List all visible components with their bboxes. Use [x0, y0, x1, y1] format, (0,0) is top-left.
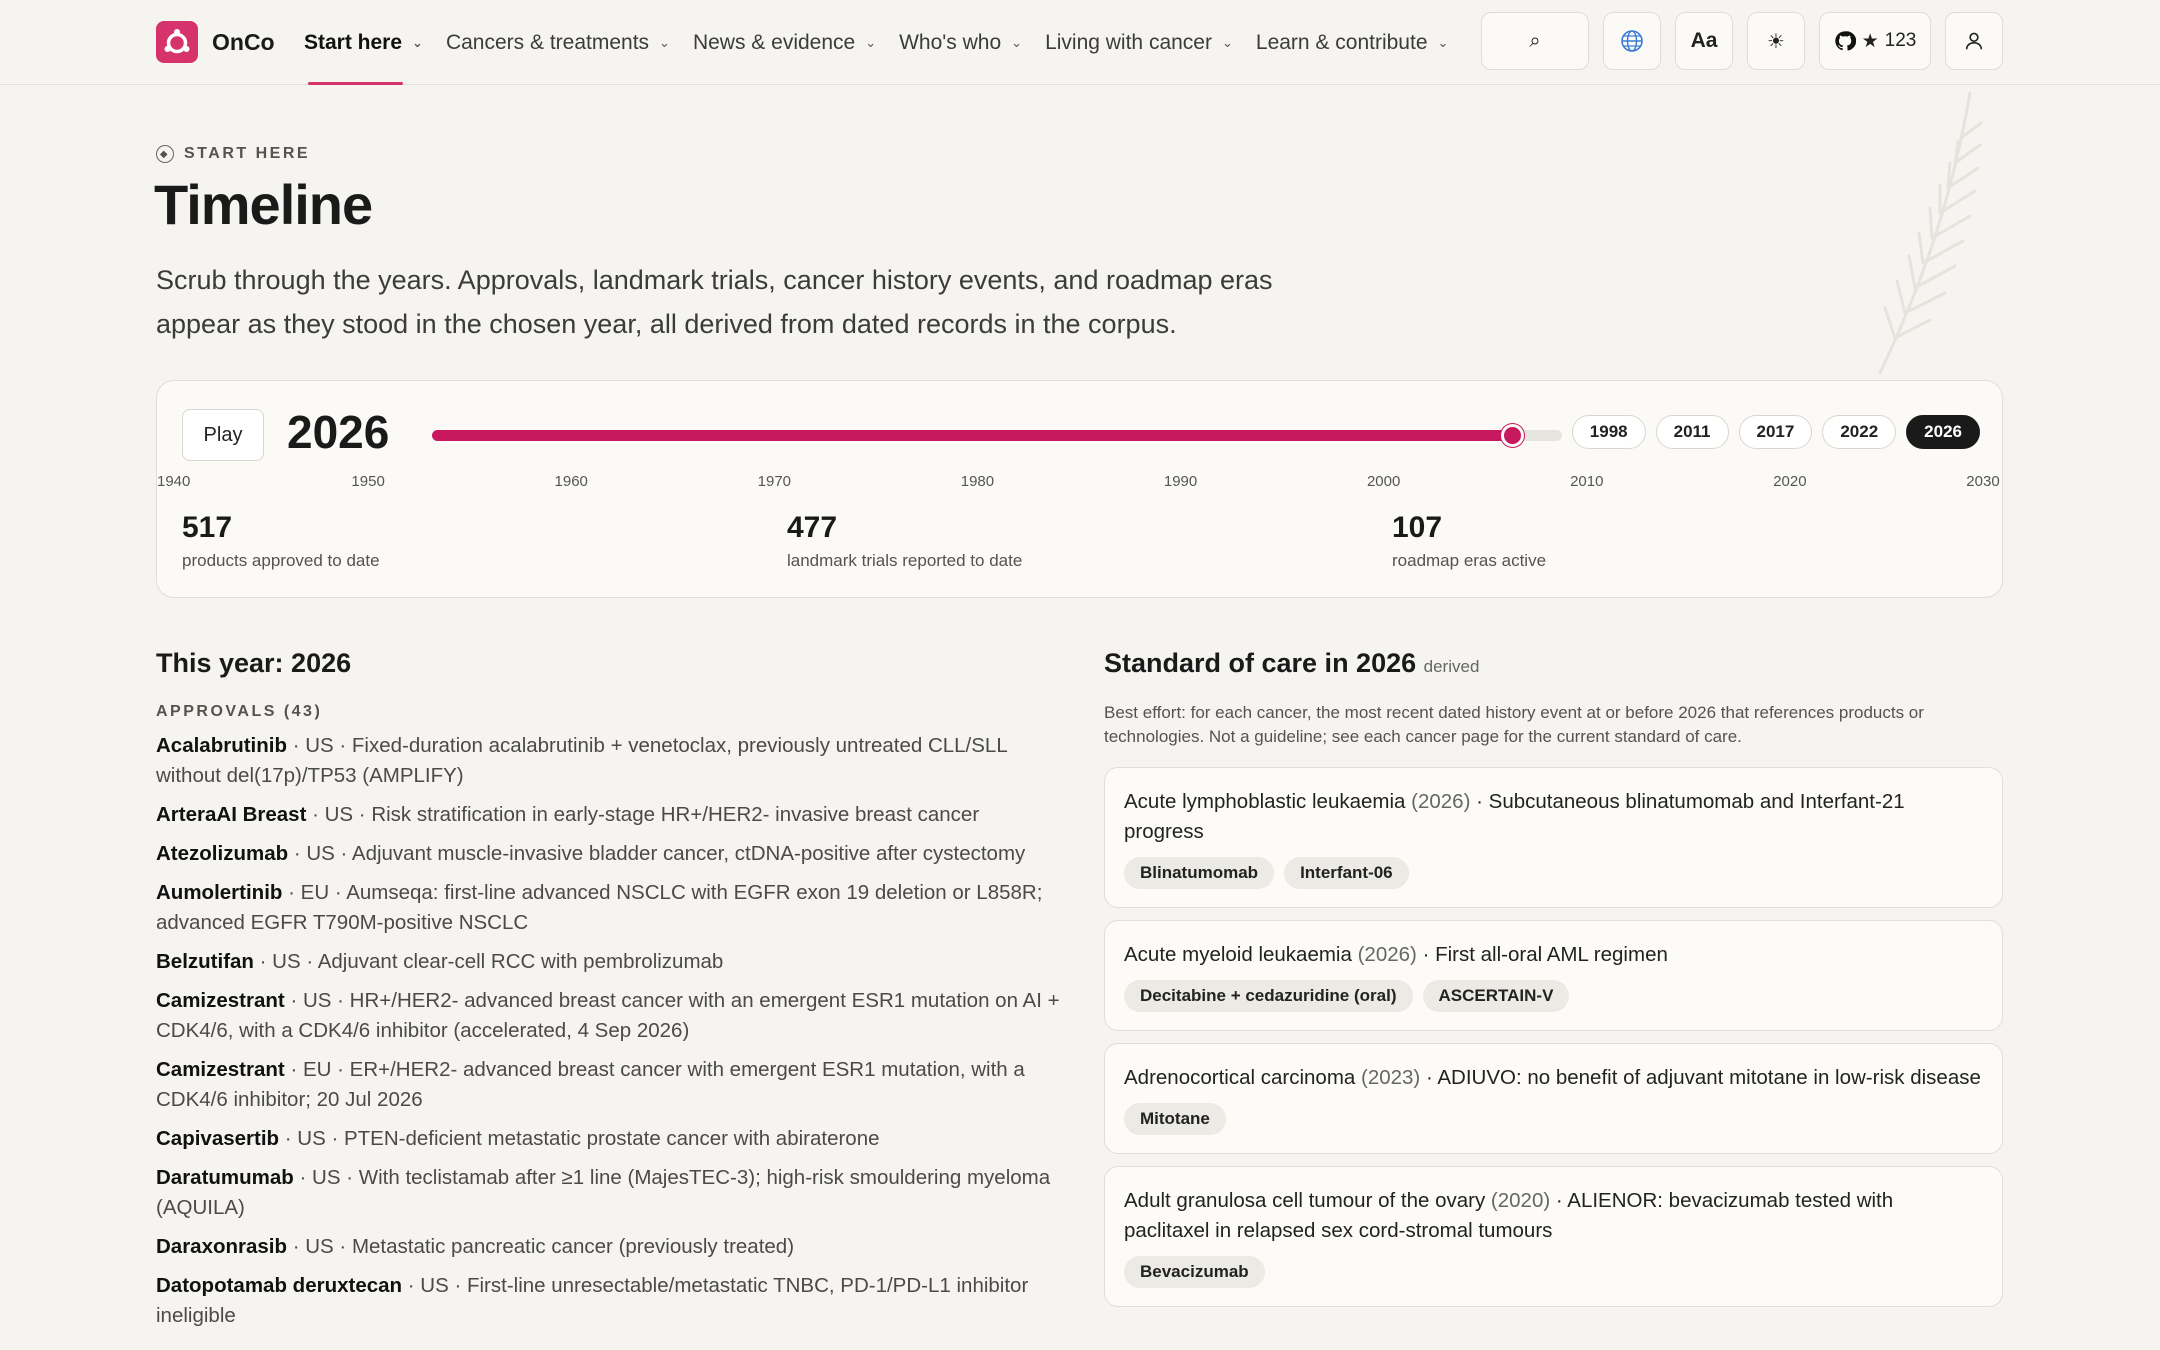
nav-item-label: Learn & contribute [1255, 30, 1428, 54]
stat-2 [1392, 511, 1546, 571]
approval-detail: · EU · Aumseqa: first-line advanced NSCLC with EGFR exon 19 deletion or L858R; advanced EGFR T790M-positive NSCLC [156, 881, 1043, 934]
year-tick: 2010 [1570, 473, 1604, 490]
soc-heading-tag: derived [1423, 657, 1480, 676]
product-tag[interactable]: Bevacizumab [1124, 1256, 1265, 1288]
approvals-heading: APPROVALS (43) [156, 703, 323, 720]
brand-name: OnCo [212, 28, 275, 55]
soc-cancer: Adult granulosa cell tumour of the ovary [1124, 1189, 1486, 1212]
approvals-list [156, 731, 1061, 1331]
font-size-button[interactable] [1675, 12, 1733, 70]
year-shortcuts [1572, 415, 1980, 449]
current-year: 2026 [287, 406, 390, 458]
chevron-down-icon: ⌄ [659, 34, 670, 50]
language-button[interactable] [1603, 12, 1661, 70]
soc-tags [1124, 857, 1983, 889]
account-button[interactable] [1945, 12, 2003, 70]
soc-note: Best effort: for each cancer, the most recent dated history event at or before 2026 that references products or technologies. Not a guideline; see each cancer page for the current standard of care. [1104, 703, 1924, 746]
year-chip-2017[interactable]: 2017 [1739, 415, 1813, 449]
approval-item[interactable] [156, 878, 1061, 938]
theme-toggle[interactable] [1747, 12, 1805, 70]
soc-event: · First all-oral AML regimen [1416, 943, 1668, 966]
soc-year: (2020) [1485, 1189, 1551, 1212]
year-tick: 1970 [757, 473, 792, 490]
nav-item-label: Who's who [899, 30, 1002, 54]
timeline-scrubber [156, 380, 2003, 598]
chevron-down-icon: ⌄ [1221, 34, 1233, 50]
soc-cancer: Acute lymphoblastic leukaemia [1124, 790, 1406, 813]
page-title: Timeline [154, 173, 373, 236]
github-button[interactable] [1819, 12, 1931, 70]
stat-0 [182, 511, 380, 571]
approval-product: Camizestrant [156, 1058, 285, 1081]
year-slider[interactable] [432, 430, 1562, 441]
soc-summary [1124, 940, 1983, 970]
github-stars: 123 [1884, 30, 1917, 51]
approval-item[interactable] [156, 800, 1061, 830]
soc-tags [1124, 980, 1983, 1012]
globe-icon [1620, 29, 1644, 53]
approval-product: Acalabrutinib [156, 734, 287, 757]
year-tick: 2020 [1773, 473, 1807, 490]
year-chip-2011[interactable]: 2011 [1656, 415, 1729, 449]
chevron-down-icon: ⌄ [1011, 34, 1023, 50]
soc-cancer: Acute myeloid leukaemia [1124, 943, 1352, 966]
nav-item-5[interactable] [1256, 0, 1449, 85]
approval-detail: · US · HR+/HER2- advanced breast cancer with an emergent ESR1 mutation on AI + CDK4/6, with a CDK4/6 inhibitor (accelerated, 4 Sep 2026) [156, 989, 1060, 1042]
soc-list [1104, 767, 2003, 1307]
soc-summary [1124, 1186, 1983, 1246]
search-icon: ⌕ [1529, 29, 1541, 52]
approval-item[interactable] [156, 1055, 1061, 1115]
eyebrow-label: START HERE [184, 145, 311, 162]
year-tick: 1990 [1163, 473, 1198, 490]
chevron-down-icon: ⌄ [412, 34, 423, 50]
year-tick: 1980 [960, 473, 995, 490]
soc-year: (2023) [1355, 1066, 1421, 1089]
year-chip-2022[interactable]: 2022 [1822, 415, 1896, 449]
approval-detail: · US · First-line unresectable/metastatic TNBC, PD-1/PD-L1 inhibitor ineligible [156, 1274, 1029, 1327]
nav-item-label: Cancers & treatments [445, 30, 650, 54]
year-axis [157, 473, 2000, 493]
this-year-panel [156, 648, 1061, 1340]
soc-heading [1104, 648, 2003, 679]
stat-number: 477 [787, 511, 838, 544]
stat-label: products approved to date [182, 551, 380, 570]
approval-item[interactable] [156, 731, 1061, 791]
soc-summary [1124, 787, 1983, 847]
sun-icon: ☀ [1767, 30, 1785, 53]
nav-item-label: Start here [304, 30, 403, 54]
this-year-heading: This year: 2026 [156, 648, 352, 678]
approval-item[interactable] [156, 1124, 1061, 1154]
product-tag[interactable]: Blinatumomab [1124, 857, 1274, 889]
product-tag[interactable]: Interfant-06 [1284, 857, 1409, 889]
slider-fill [432, 430, 1512, 441]
soc-summary [1124, 1063, 1983, 1093]
soc-card[interactable] [1104, 920, 2003, 1031]
product-tag[interactable]: Mitotane [1124, 1103, 1226, 1135]
soc-year: (2026) [1351, 943, 1417, 966]
approval-product: Aumolertinib [156, 881, 283, 904]
stat-label: landmark trials reported to date [787, 551, 1023, 570]
stat-1 [787, 511, 1022, 571]
year-chip-1998[interactable]: 1998 [1572, 415, 1646, 449]
nav-item-1[interactable] [446, 0, 670, 85]
soc-event: · Subcutaneous blinatumomab and Interfant-21 progress [1124, 790, 1905, 843]
page-lede: Scrub through the years. Approvals, landmark trials, cancer history events, and roadmap eras appear as they stood in the chosen year, all derived from dated records in the corpus. [156, 265, 1273, 339]
soc-event: · ADIUVO: no benefit of adjuvant mitotane in low-risk disease [1420, 1066, 1981, 1089]
play-button[interactable]: Play [182, 409, 264, 461]
year-tick: 1950 [351, 473, 385, 490]
soc-card[interactable] [1104, 1166, 2003, 1307]
approval-product: Daratumumab [156, 1166, 294, 1189]
page-eyebrow [156, 145, 310, 163]
approval-item[interactable] [156, 1163, 1061, 1223]
star-icon: ★ [1861, 30, 1879, 52]
approval-item[interactable] [156, 839, 1061, 869]
approval-detail: · US · PTEN-deficient metastatic prostate cancer with abiraterone [279, 1127, 880, 1150]
product-tag[interactable]: Decitabine + cedazuridine (oral) [1124, 980, 1413, 1012]
approval-item[interactable] [156, 1271, 1061, 1331]
approval-product: Daraxonrasib [156, 1235, 288, 1258]
approval-detail: · EU · ER+/HER2- advanced breast cancer with emergent ESR1 mutation, with a CDK4/6 inhibitor; 20 Jul 2026 [156, 1058, 1025, 1111]
stat-number: 517 [182, 511, 233, 544]
slider-thumb[interactable] [1501, 424, 1524, 447]
approval-product: Capivasertib [156, 1127, 280, 1150]
approval-product: Camizestrant [156, 989, 285, 1012]
product-tag[interactable]: ASCERTAIN-V [1423, 980, 1570, 1012]
approval-detail: · US · Adjuvant muscle-invasive bladder cancer, ctDNA-positive after cystectomy [288, 842, 1026, 865]
year-tick: 1960 [554, 473, 588, 490]
soc-event: · ALIENOR: bevacizumab tested with paclitaxel in relapsed sex cord-stromal tumours [1124, 1189, 1894, 1242]
nav-item-0[interactable] [304, 0, 423, 85]
stat-label: roadmap eras active [1392, 551, 1547, 570]
soc-year: (2026) [1405, 790, 1471, 813]
compass-icon: ◆ [156, 145, 174, 163]
soc-cancer: Adrenocortical carcinoma [1124, 1066, 1356, 1089]
top-nav [0, 0, 2160, 85]
approval-product: Belzutifan [156, 950, 254, 973]
nav-item-4[interactable] [1045, 0, 1233, 85]
year-tick: 1940 [157, 473, 191, 490]
standard-of-care-panel [1104, 648, 2003, 1319]
fern-decoration-icon [1860, 88, 2000, 378]
nav-item-label: Living with cancer [1045, 30, 1212, 54]
approval-detail: · US · With teclistamab after ≥1 line (MajesTEC-3); high-risk smouldering myeloma (AQUILA) [156, 1166, 1051, 1219]
soc-card[interactable] [1104, 1043, 2003, 1154]
year-tick: 2030 [1966, 473, 2000, 490]
approval-detail: · US · Metastatic pancreatic cancer (previously treated) [287, 1235, 795, 1258]
nav-item-label: News & evidence [692, 30, 856, 54]
brand-logo[interactable] [156, 20, 275, 64]
nav-item-2[interactable] [693, 0, 876, 85]
approval-item[interactable] [156, 947, 1061, 977]
soc-tags [1124, 1256, 1983, 1288]
soc-tags [1124, 1103, 1983, 1135]
year-tick: 2000 [1366, 473, 1401, 490]
approval-product: Atezolizumab [156, 842, 289, 865]
chevron-down-icon: ⌄ [865, 34, 877, 50]
year-chip-2026[interactable]: 2026 [1906, 415, 1980, 449]
approval-detail: · US · Fixed-duration acalabrutinib + venetoclax, previously untreated CLL/SLL without del(17p)/TP53 (AMPLIFY) [156, 734, 1007, 787]
chevron-down-icon: ⌄ [1437, 34, 1449, 50]
logo-icon [156, 21, 198, 63]
approval-product: ArteraAI Breast [156, 803, 307, 826]
soc-card[interactable] [1104, 767, 2003, 908]
primary-menu [304, 0, 1471, 85]
approval-item[interactable] [156, 986, 1061, 1046]
approval-detail: · US · Adjuvant clear-cell RCC with pembrolizumab [253, 950, 724, 973]
nav-item-3[interactable] [899, 0, 1022, 85]
approval-item[interactable] [156, 1232, 1061, 1262]
soc-heading-text: Standard of care in 2026 [1104, 648, 1417, 678]
approval-product: Datopotamab deruxtecan [156, 1274, 403, 1297]
font-size-label: Aa [1690, 29, 1718, 52]
user-icon [1963, 30, 1985, 52]
github-icon [1834, 30, 1856, 52]
search-button[interactable] [1481, 12, 1589, 70]
nav-tools [1481, 12, 2003, 70]
approval-detail: · US · Risk stratification in early-stage HR+/HER2- invasive breast cancer [306, 803, 980, 826]
stat-number: 107 [1392, 511, 1443, 544]
